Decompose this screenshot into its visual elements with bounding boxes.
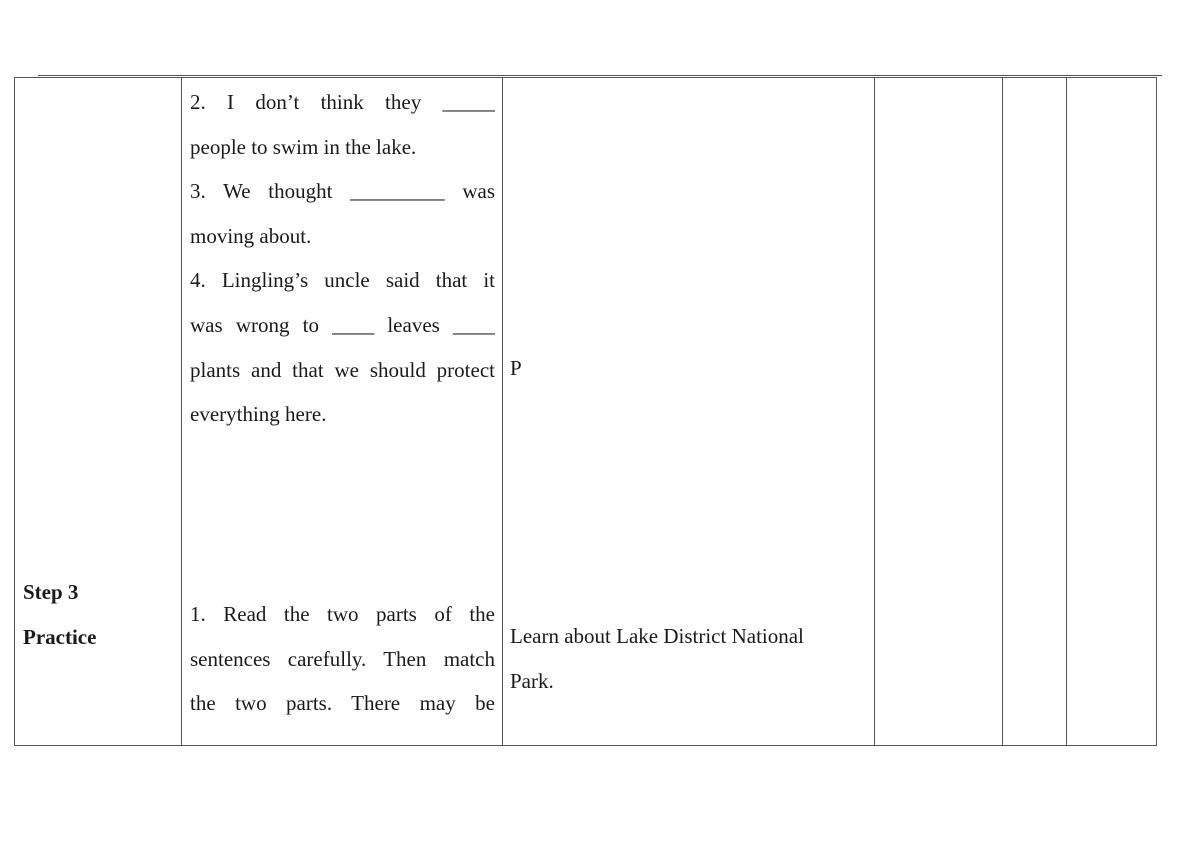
exercise-line-5: 4. Lingling’s uncle said that it [190, 268, 495, 293]
empty-column-2 [1003, 78, 1067, 745]
match-line-1: 1. Read the two parts of the [190, 602, 495, 626]
match-line-2: sentences carefully. Then match [190, 646, 495, 671]
exercise-line-3: 3. We thought _________ was [190, 179, 495, 204]
aim-line-1: Learn about Lake District National [510, 624, 804, 648]
aim-text-prev: P [510, 356, 522, 380]
top-rule [38, 75, 1162, 76]
exercise-line-6: was wrong to ____ leaves ____ [190, 312, 495, 337]
exercise-line-1 [190, 80, 495, 125]
empty-column-3 [1067, 78, 1158, 745]
step-label [23, 570, 96, 659]
exercise-line-4: moving about. [190, 223, 312, 248]
empty-column-1 [875, 78, 1003, 745]
match-exercise [190, 592, 495, 726]
exercise-line-1-text: 2. I don’t think they _____ [190, 90, 495, 114]
fill-in-exercise [190, 80, 495, 437]
step-name: Practice [23, 624, 97, 649]
aim-line-2: Park. [510, 668, 554, 693]
lesson-plan-table [14, 77, 1157, 746]
aim-text-practice [510, 614, 860, 703]
match-line-3: the two parts. There may be [190, 691, 495, 716]
exercise-line-8: everything here. [190, 402, 327, 427]
step-column [15, 78, 182, 745]
step-number: Step 3 [23, 580, 79, 604]
task-column [182, 78, 503, 745]
exercise-line-2: people to swim in the lake. [190, 134, 417, 159]
aim-column [503, 78, 875, 745]
exercise-line-7: plants and that we should protect [190, 357, 495, 382]
